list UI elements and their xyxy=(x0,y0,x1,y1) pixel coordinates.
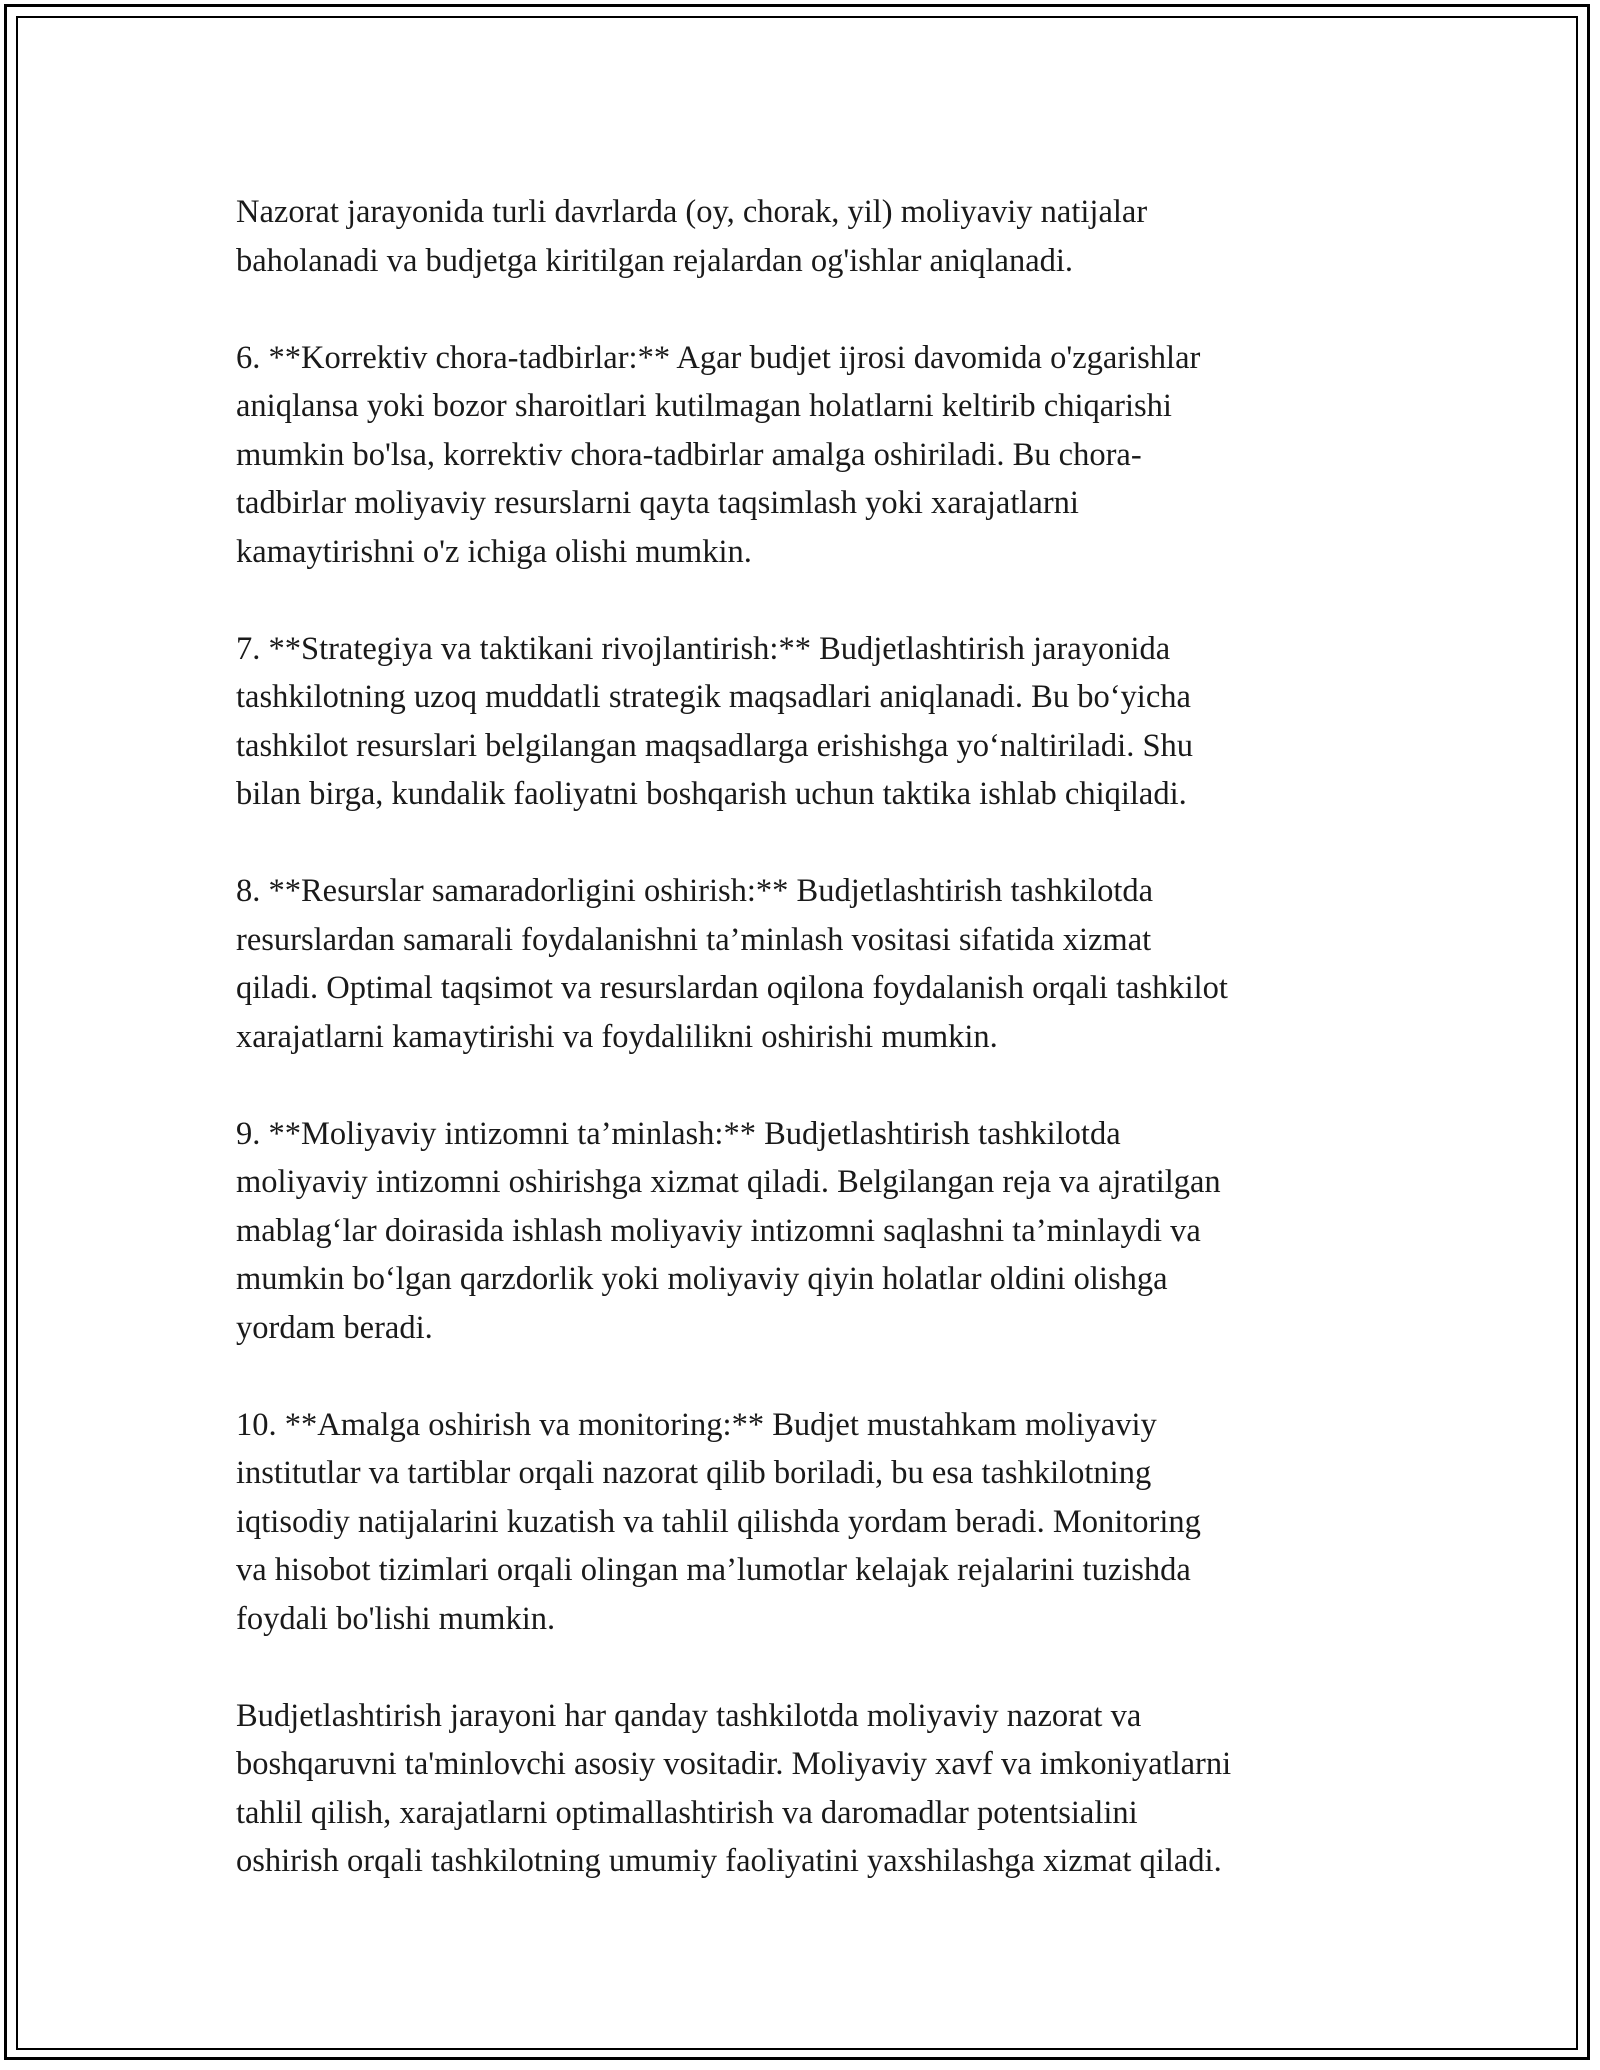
text-line: mablag‘lar doirasida ishlash moliyaviy intizomni saqlashni ta’minlaydi va xyxy=(236,1212,1201,1249)
text-line: tashkilotning uzoq muddatli strategik maqsadlari aniqlanadi. Bu bo‘yicha xyxy=(236,679,1191,715)
text-line: mumkin bo‘lgan qarzdorlik yoki moliyaviy qiyin holatlar oldini olishga xyxy=(236,1261,1168,1297)
paragraph-item-7 xyxy=(236,625,1386,819)
text-line: aniqlansa yoki bozor sharoitlari kutilmagan holatlarni keltirib chiqarishi xyxy=(236,388,1172,424)
text-line: tadbirlar moliyaviy resurslarni qayta taqsimlash yoki xarajatlarni xyxy=(236,485,1079,521)
text-line: tahlil qilish, xarajatlarni optimallashtirish va daromadlar potentsialini xyxy=(236,1794,1138,1831)
paragraph-item-6 xyxy=(236,334,1386,577)
paragraph-item-10 xyxy=(236,1401,1386,1644)
text-line: moliyaviy intizomni oshirishga xizmat qiladi. Belgilangan reja va ajratilgan xyxy=(236,1164,1221,1200)
text-line: institutlar va tartiblar orqali nazorat qilib boriladi, bu esa tashkilotning xyxy=(236,1455,1152,1491)
text-line: tashkilot resurslari belgilangan maqsadlarga erishishga yo‘naltiriladi. Shu xyxy=(236,727,1194,764)
text-line: 8. **Resurslar samaradorligini oshirish:** Budjetlashtirish tashkilotda xyxy=(236,873,1154,909)
paragraph-nazorat xyxy=(236,188,1386,285)
text-line: bilan birga, kundalik faoliyatni boshqarish uchun taktika ishlab chiqiladi. xyxy=(236,776,1187,812)
text-line: Budjetlashtirish jarayoni har qanday tashkilotda moliyaviy nazorat va xyxy=(236,1697,1142,1734)
text-line: 9. **Moliyaviy intizomni ta’minlash:** Budjetlashtirish tashkilotda xyxy=(236,1115,1121,1152)
text-line: baholanadi va budjetga kiritilgan rejalardan og'ishlar aniqlanadi. xyxy=(236,242,1074,279)
text-line: boshqaruvni ta'minlovchi asosiy vositadir. Moliyaviy xavf va imkoniyatlarni xyxy=(236,1746,1232,1782)
text-line: Nazorat jarayonida turli davrlarda (oy, chorak, yil) moliyaviy natijalar xyxy=(236,194,1148,230)
text-line: kamaytirishni o'z ichiga olishi mumkin. xyxy=(236,533,752,570)
text-line: xarajatlarni kamaytirishi va foydalilikni oshirishi mumkin. xyxy=(236,1018,998,1055)
text-line: resurslardan samarali foydalanishni ta’minlash vositasi sifatida xizmat xyxy=(236,921,1152,958)
paragraph-conclusion xyxy=(236,1692,1386,1886)
text-line: 6. **Korrektiv chora-tadbirlar:** Agar budjet ijrosi davomida o'zgarishlar xyxy=(236,339,1201,376)
text-line: mumkin bo'lsa, korrektiv chora-tadbirlar amalga oshiriladi. Bu chora- xyxy=(236,436,1142,473)
document-body xyxy=(236,188,1386,1934)
text-line: qiladi. Optimal taqsimot va resurslardan oqilona foydalanish orqali tashkilot xyxy=(236,970,1228,1006)
text-line: 7. **Strategiya va taktikani rivojlantirish:** Budjetlashtirish jarayonida xyxy=(236,630,1171,667)
text-line: yordam beradi. xyxy=(236,1309,433,1346)
text-line: iqtisodiy natijalarini kuzatish va tahlil qilishda yordam beradi. Monitoring xyxy=(236,1503,1201,1540)
text-line: oshirish orqali tashkilotning umumiy faoliyatini yaxshilashga xizmat qiladi. xyxy=(236,1843,1222,1879)
paragraph-item-9 xyxy=(236,1110,1386,1353)
paragraph-item-8 xyxy=(236,867,1386,1061)
text-line: va hisobot tizimlari orqali olingan ma’lumotlar kelajak rejalarini tuzishda xyxy=(236,1552,1191,1588)
text-line: foydali bo'lishi mumkin. xyxy=(236,1600,556,1637)
text-line: 10. **Amalga oshirish va monitoring:** Budjet mustahkam moliyaviy xyxy=(236,1406,1157,1443)
